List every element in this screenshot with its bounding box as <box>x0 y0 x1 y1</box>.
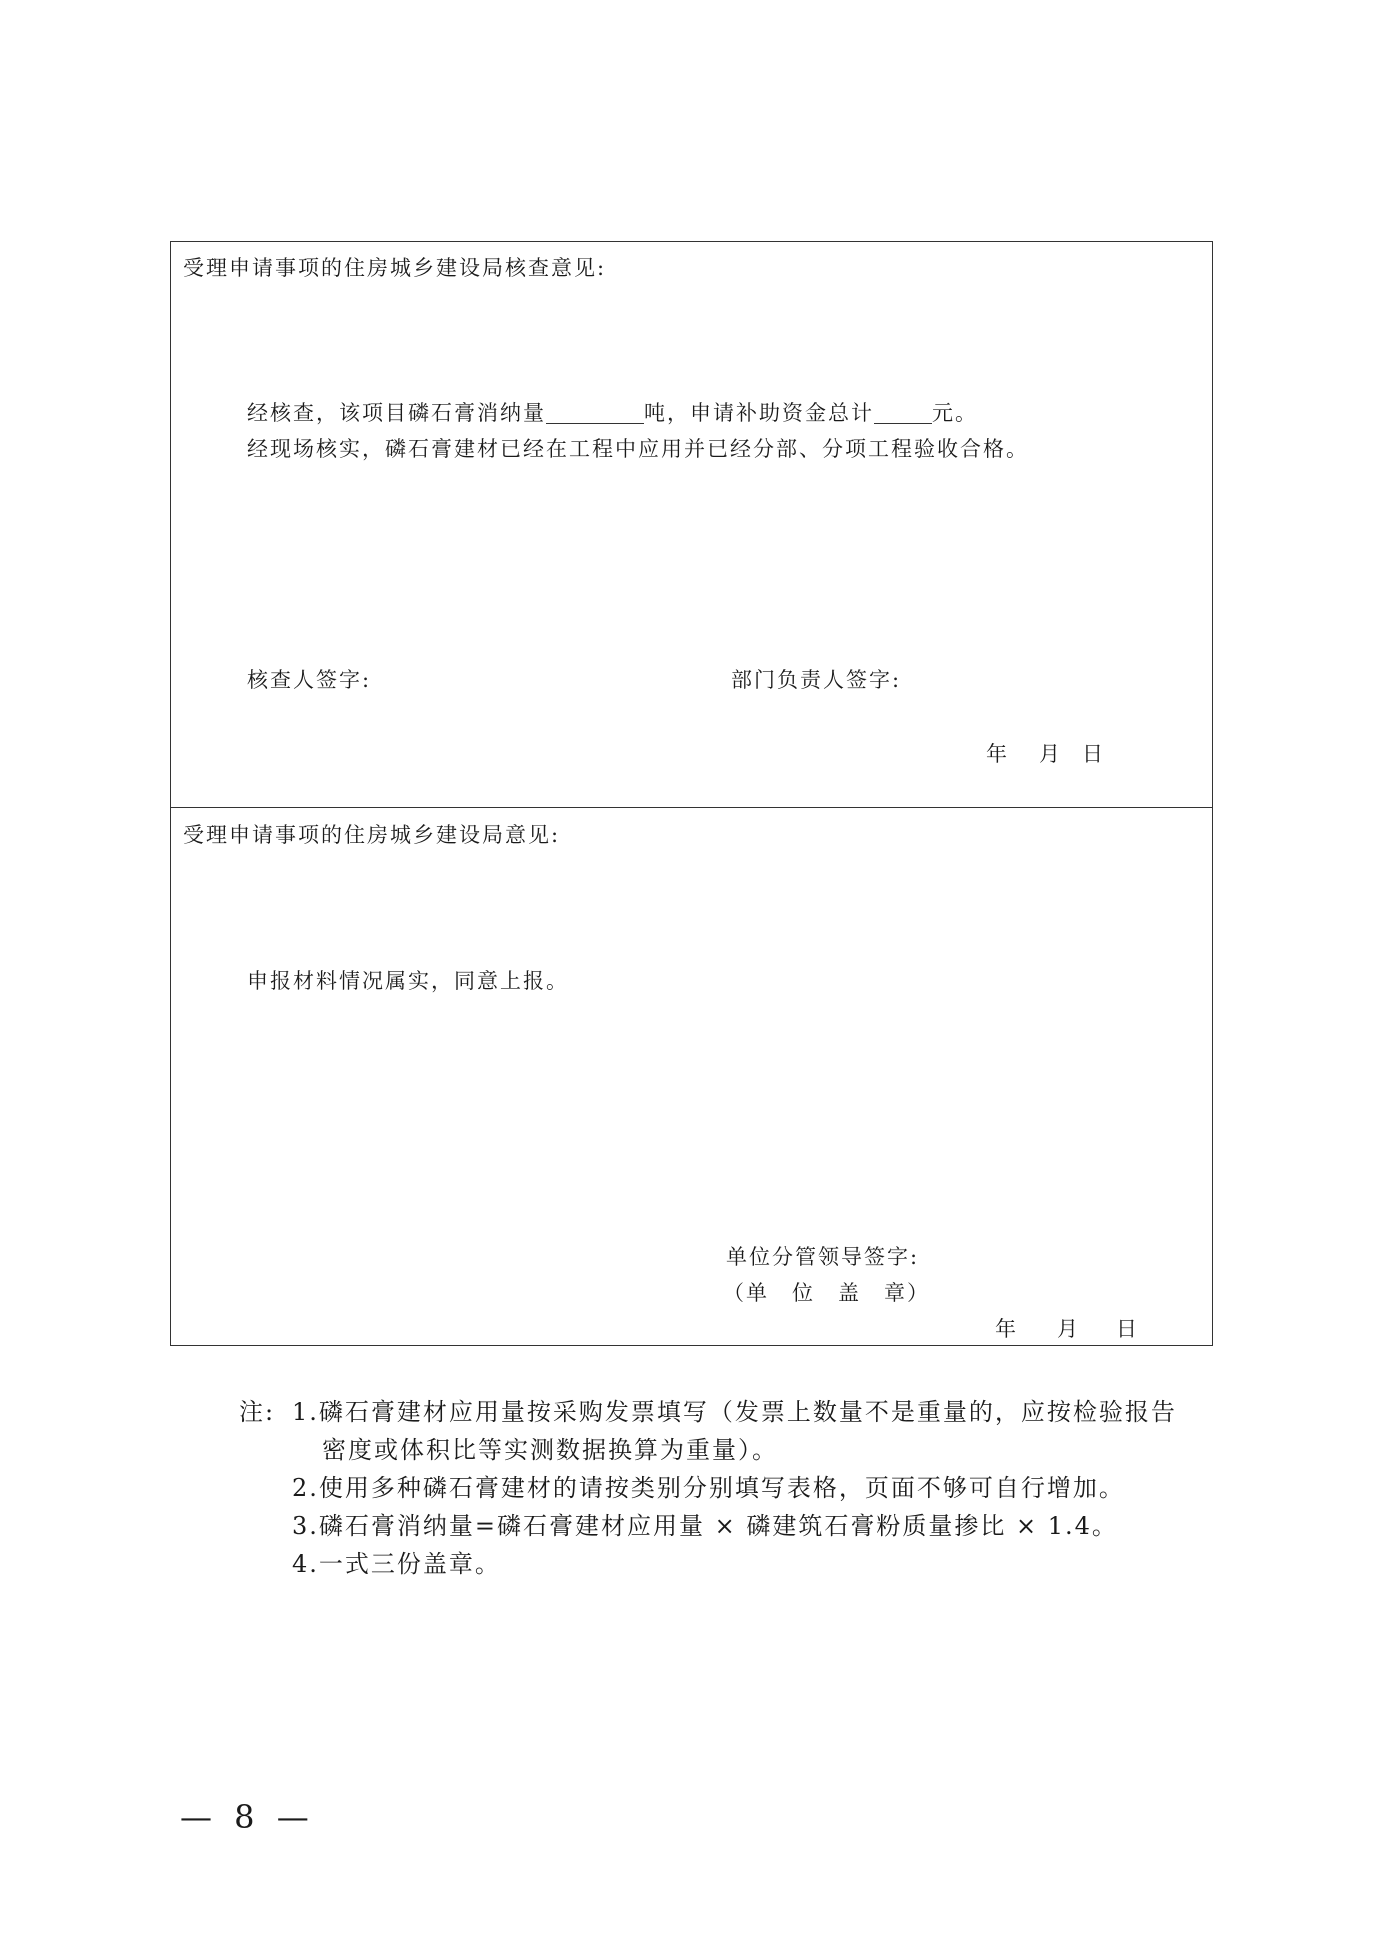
note-3: 3.磷石膏消纳量=磷石膏建材应用量 × 磷建筑石膏粉质量掺比 × 1.4。 <box>292 1512 1118 1540</box>
section-divider <box>171 807 1212 808</box>
note-1-line-2: 密度或体积比等实测数据换算为重量）。 <box>322 1436 778 1464</box>
subsidy-amount-blank[interactable] <box>874 401 932 424</box>
dept-head-signature-label: 部门负责人签字: <box>731 668 902 692</box>
page-number: — 8 — <box>180 1798 315 1836</box>
section2-date-day: 日 <box>1116 1317 1139 1341</box>
section2-date-month: 月 <box>1057 1317 1080 1341</box>
section2-date-year: 年 <box>995 1317 1018 1341</box>
subsidy-label: 吨，申请补助资金总计 <box>644 401 874 425</box>
section1-heading: 受理申请事项的住房城乡建设局核查意见: <box>183 256 607 280</box>
inspector-signature-label: 核查人签字: <box>247 668 372 692</box>
consumption-label: 经核查，该项目磷石膏消纳量 <box>247 401 546 425</box>
note-2: 2.使用多种磷石膏建材的请按类别分别填写表格，页面不够可自行增加。 <box>292 1474 1125 1502</box>
review-form-table <box>170 241 1213 1346</box>
section1-date-month: 月 <box>1039 742 1062 766</box>
consumption-line <box>247 397 978 427</box>
site-verification-text: 经现场核实，磷石膏建材已经在工程中应用并已经分部、分项工程验收合格。 <box>247 437 1029 461</box>
unit-seal-label: （单 位 盖 章） <box>723 1281 930 1305</box>
notes-prefix: 注: <box>239 1398 276 1426</box>
bureau-opinion-text: 申报材料情况属实，同意上报。 <box>247 969 569 993</box>
note-4: 4.一式三份盖章。 <box>292 1550 501 1578</box>
note-1-line-1: 1.磷石膏建材应用量按采购发票填写（发票上数量不是重量的，应按检验报告 <box>292 1398 1177 1426</box>
section2-heading: 受理申请事项的住房城乡建设局意见: <box>183 823 561 847</box>
leader-signature-label: 单位分管领导签字: <box>726 1245 920 1269</box>
section1-date-day: 日 <box>1082 742 1105 766</box>
yuan-unit: 元。 <box>932 401 978 425</box>
section1-date-year: 年 <box>986 742 1009 766</box>
consumption-amount-blank[interactable] <box>546 401 644 424</box>
